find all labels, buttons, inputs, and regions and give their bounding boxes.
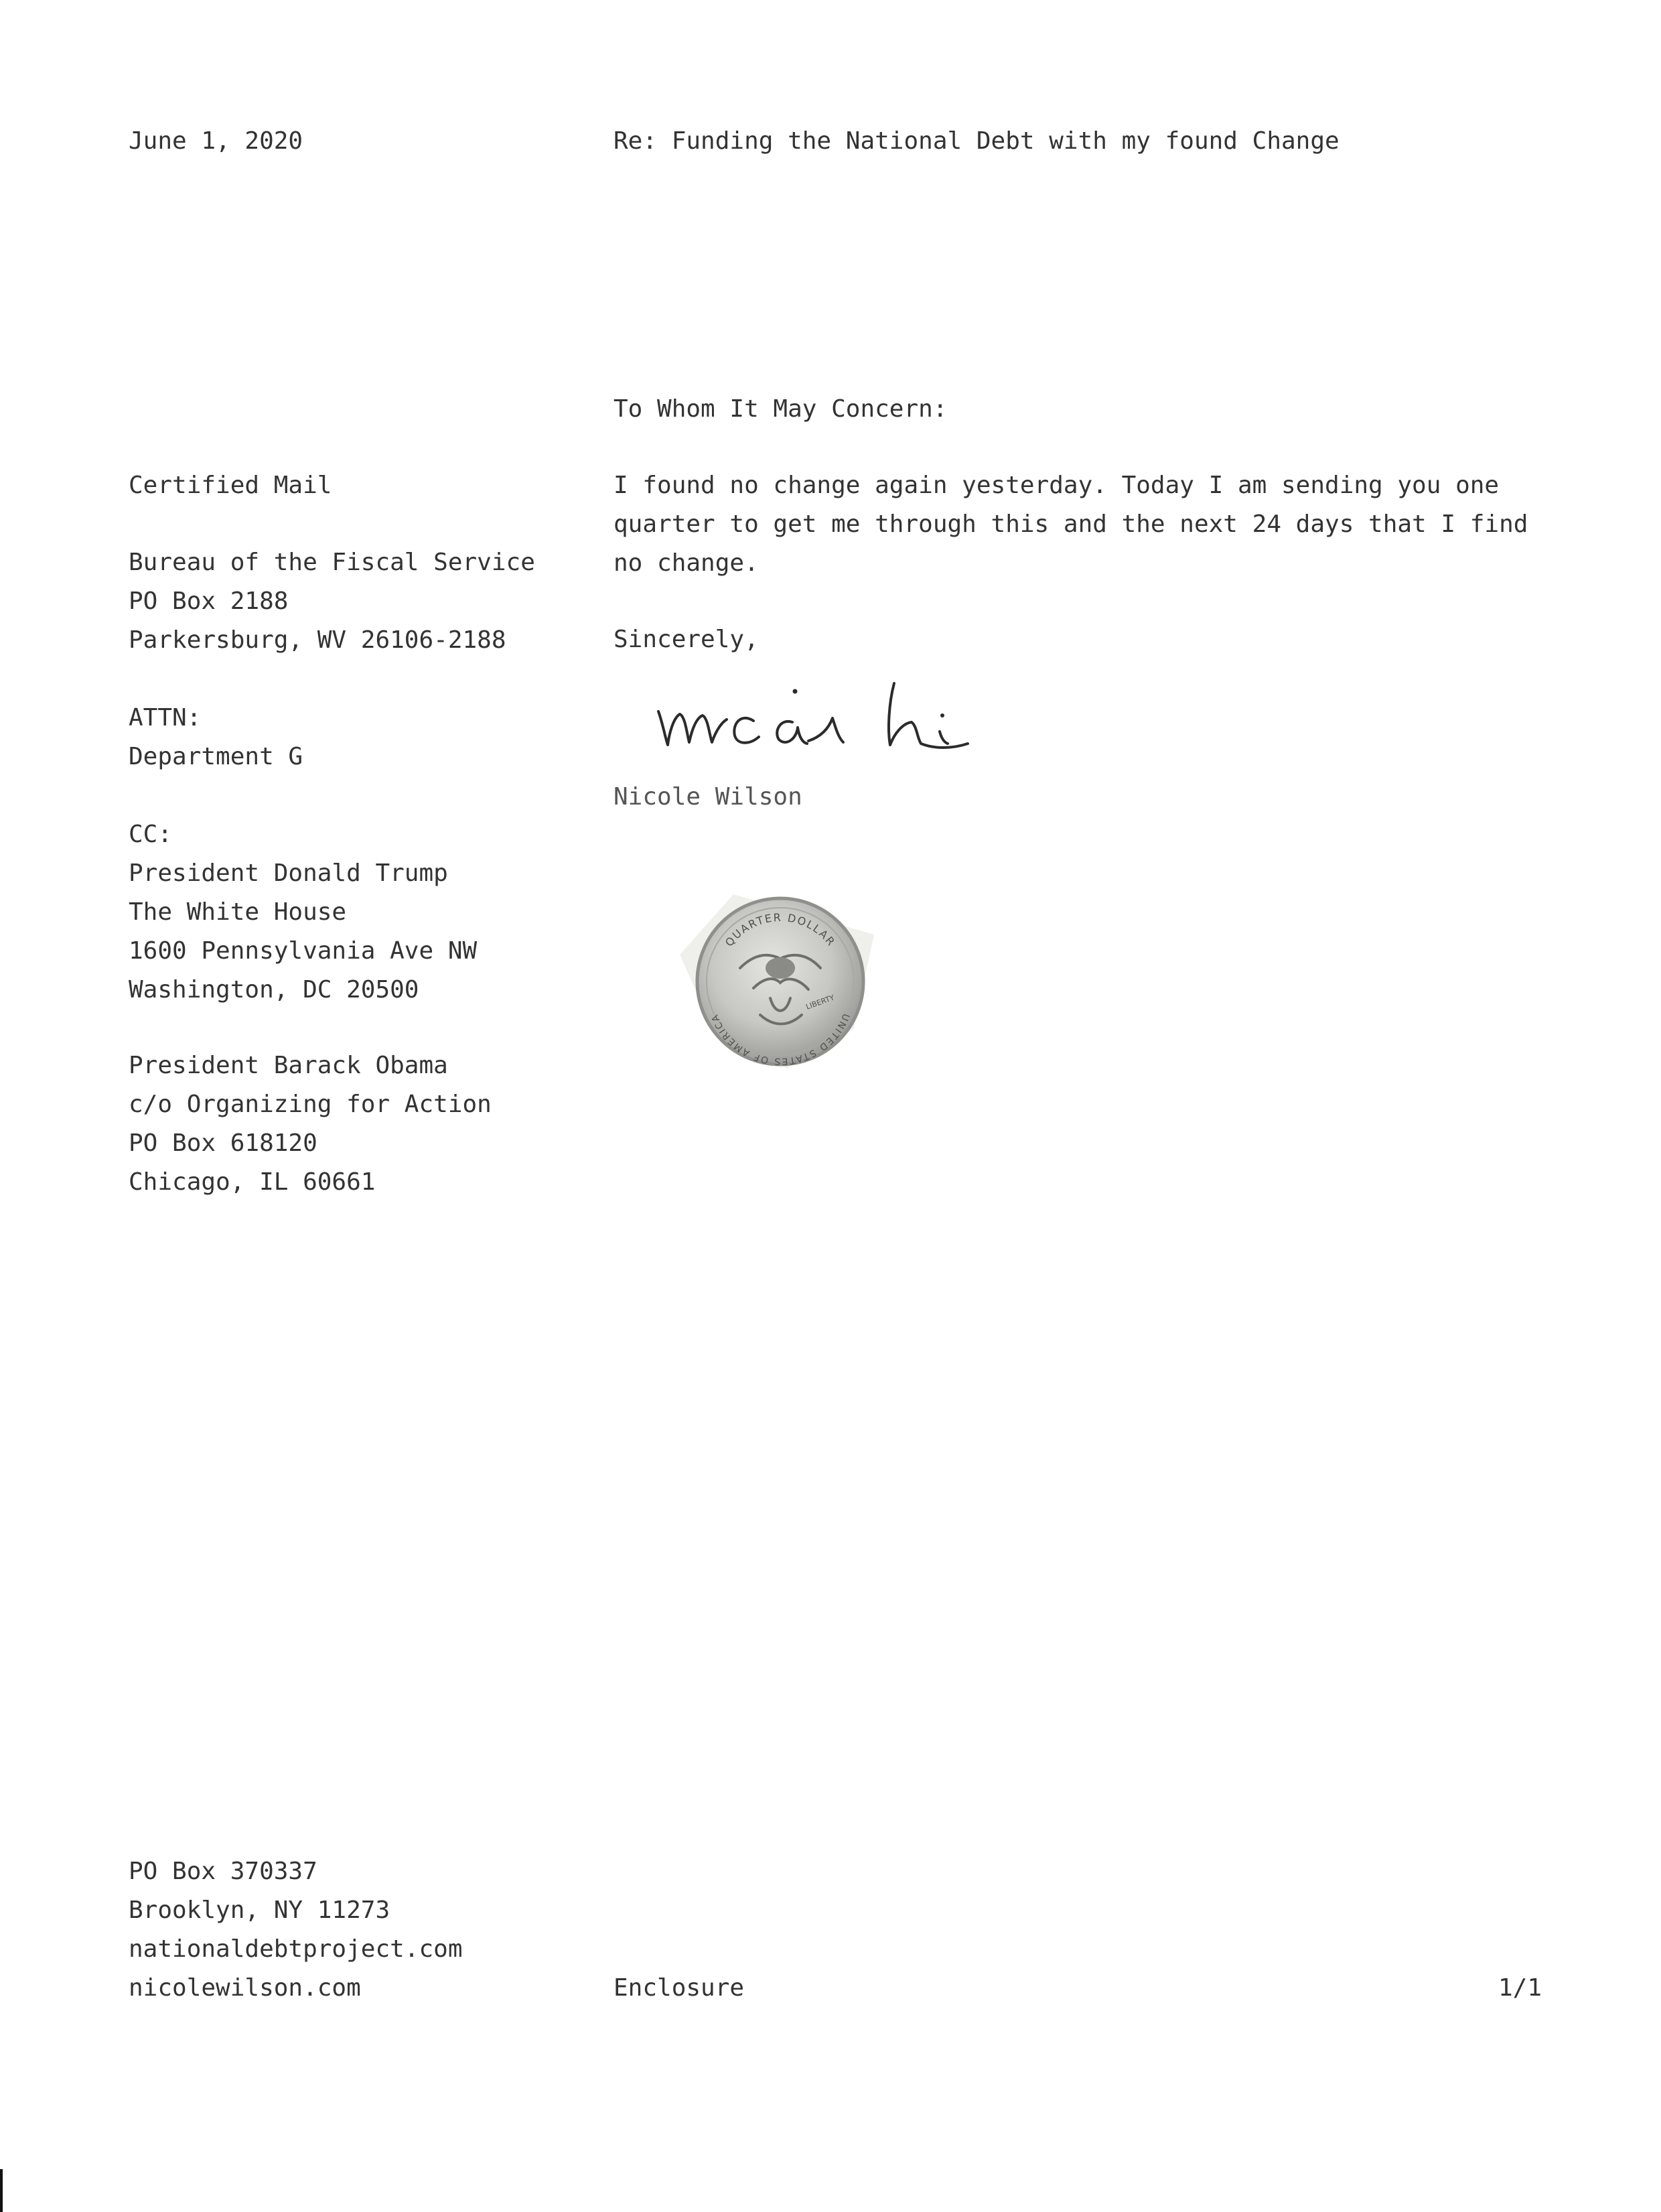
- letter-date: June 1, 2020: [129, 127, 303, 155]
- sender-address: [129, 1852, 463, 2008]
- attention-block: [129, 699, 303, 776]
- sender-name: Nicole Wilson: [613, 783, 802, 811]
- cc-1-street: 1600 Pennsylvania Ave NW: [129, 937, 478, 965]
- scan-edge-mark: [0, 2169, 3, 2212]
- cc-label: CC:: [129, 821, 173, 848]
- project-website: nationaldebtproject.com: [129, 1935, 463, 1963]
- coin-text-side: LIBERTY: [804, 993, 836, 1012]
- cc-1-org: The White House: [129, 898, 347, 926]
- signature-image: [653, 670, 988, 764]
- recipient-po-box: PO Box 2188: [129, 587, 289, 615]
- cc-2-name: President Barack Obama: [129, 1052, 448, 1079]
- recipient-city: Parkersburg, WV 26106-2188: [129, 626, 506, 654]
- quarter-coin-image: [653, 854, 901, 1115]
- cc-2-po-box: PO Box 618120: [129, 1129, 317, 1157]
- cc-1-name: President Donald Trump: [129, 859, 448, 887]
- delivery-method: Certified Mail: [129, 472, 332, 499]
- enclosure-label: Enclosure: [613, 1974, 745, 2002]
- sender-city: Brooklyn, NY 11273: [129, 1896, 390, 1924]
- coin-text-bottom: UNITED STATES OF AMERICA: [709, 1012, 852, 1067]
- recipient-address: [129, 543, 535, 660]
- cc-1-city: Washington, DC 20500: [129, 976, 419, 1004]
- coin-text-top: QUARTER DOLLAR: [722, 910, 839, 949]
- cc-2-org: c/o Organizing for Action: [129, 1091, 492, 1118]
- cc-2-city: Chicago, IL 60661: [129, 1168, 376, 1196]
- closing: Sincerely,: [613, 626, 759, 653]
- attention-department: Department G: [129, 743, 303, 770]
- letter-body: I found no change again yesterday. Today I am sending you one quarter to get me through this and the next 24 days that I find no change.: [613, 472, 1528, 577]
- salutation: To Whom It May Concern:: [613, 395, 948, 423]
- page-number: 1/1: [1498, 1974, 1542, 2002]
- attention-label: ATTN:: [129, 704, 202, 732]
- cc-block-2: [129, 1046, 492, 1202]
- sender-po-box: PO Box 370337: [129, 1858, 317, 1885]
- cc-block-1: [129, 815, 477, 1010]
- personal-website: nicolewilson.com: [129, 1974, 361, 2002]
- recipient-name: Bureau of the Fiscal Service: [129, 549, 535, 576]
- subject-line: Re: Funding the National Debt with my found Change: [613, 127, 1340, 155]
